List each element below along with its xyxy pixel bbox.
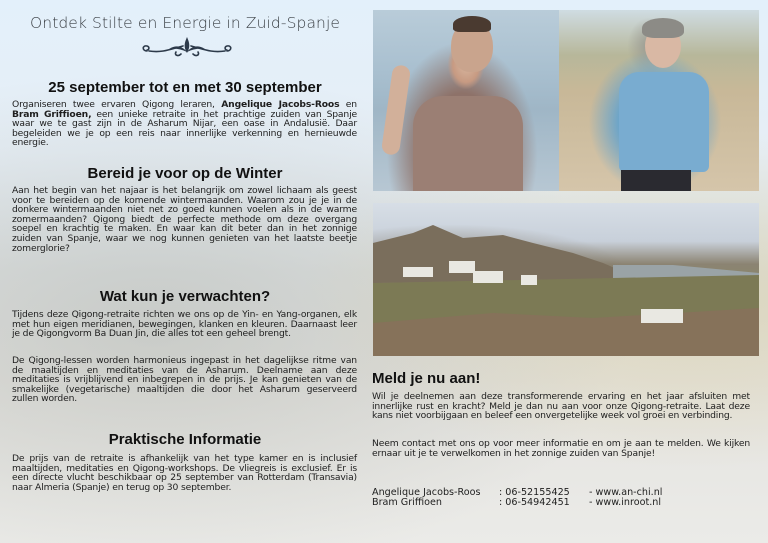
contact-phone: : 06-54942451 — [499, 497, 570, 508]
intro-paragraph — [12, 100, 357, 148]
section-paragraph: Neem contact met ons op voor meer informatie en om je aan te melden. We kijken ernaar uit je te verwelkomen in het zonnige zuiden van Spanje! — [372, 438, 750, 459]
dates-heading: 25 september tot en met 30 september — [48, 79, 322, 96]
contact-name: Angelique Jacobs-Roos — [372, 487, 481, 498]
house-shape — [403, 267, 433, 277]
contact-name: Bram Griffioen — [372, 497, 442, 508]
contact-website: - www.inroot.nl — [589, 497, 661, 508]
trousers-shape — [621, 170, 691, 191]
arm-shape — [381, 64, 411, 156]
contact-phone: : 06-52155425 — [499, 487, 570, 498]
house-shape — [473, 271, 503, 283]
section-paragraph: Tijdens deze Qigong-retraite richten we ons op de Yin- en Yang-organen, elk met hun eigen meridianen, bewegingen, klanken en kleuren. Daarnaast leer je de Qigongvorm Ba Duan Jin, die alles tot een geheel brengt. — [12, 309, 357, 340]
contact-row — [372, 498, 662, 508]
section-heading: Meld je nu aan! — [372, 370, 481, 387]
intro-text: Organiseren twee ervaren Qigong leraren, — [12, 99, 222, 110]
photo-man-qigong — [373, 10, 559, 191]
photo-landscape — [373, 203, 759, 356]
section-heading: Praktische Informatie — [108, 431, 262, 448]
blouse-shape — [619, 72, 709, 172]
intro-text: een unieke retraite in het prachtige zuiden van Spanje waar we te gast zijn in de Asharum Nijar, een oase in Andalusië. Daar begeleiden we je op een reis naar innerlijke verkenning en hernieuwde energie. — [12, 108, 357, 149]
section-paragraph: Wil je deelnemen aan deze transformerende ervaring en het jaar afsluiten met innerlijke rust en kracht? Meld je dan nu aan voor onze Qigong-retraite. Laat deze kans niet voorbijgaan en beleef een onvergetelijke week vol groei en verbinding. — [372, 391, 750, 422]
flyer-title: Ontdek Stilte en Energie in Zuid-Spanje — [29, 14, 341, 32]
hair-shape — [453, 16, 491, 32]
shirt-shape — [413, 96, 523, 191]
section-paragraph: De Qigong-lessen worden harmonieus ingepast in het dagelijkse ritme van de maaltijden en meditaties van de Asharum. Deelname aan deze meditaties is vrijblijvend en inbegrepen in de prijs. Je kan genieten van de smakelijke (vegetarische) maaltijden die door het Asharum geserveerd zullen worden. — [12, 355, 357, 405]
contact-list — [372, 488, 662, 508]
house-shape — [641, 309, 683, 323]
teacher-name: Bram Griffioen, — [12, 108, 92, 120]
hair-shape — [642, 18, 684, 38]
teacher-name: Angelique Jacobs-Roos — [221, 99, 340, 110]
photo-woman-qigong — [559, 10, 759, 191]
section-paragraph: De prijs van de retraite is afhankelijk van het type kamer en is inclusief maaltijden, meditaties en Qigong-workshops. De vliegreis is exclusief. Er is een directe vlucht beschikbaar op 25 september van Rotterdam (Transavia) naar Almeria (Spanje) en terug op 30 september. — [12, 453, 357, 493]
section-heading: Wat kun je verwachten? — [99, 288, 271, 305]
mountain-shape — [373, 203, 759, 356]
section-heading: Bereid je voor op de Winter — [87, 165, 283, 182]
left-column — [0, 0, 370, 543]
intro-text: en — [339, 99, 357, 110]
section-paragraph: Aan het begin van het najaar is het belangrijk om zowel lichaam als geest voor te bereiden op de komende wintermaanden. Waarom zou je je in de donkere wintermaanden niet net zo goed kunnen voelen als in de warme zomermaanden? Qigong biedt de perfecte methode om deze overgang soepel en krachtig te maken. En waar kan dit beter dan in het zonnige zuiden van Spanje, waar we nog kunnen genieten van het laatste beetje zomerglorie? — [12, 185, 357, 254]
decorative-flourish-icon — [139, 36, 235, 60]
contact-website: - www.an-chi.nl — [589, 487, 663, 498]
house-shape — [521, 275, 537, 285]
house-shape — [449, 261, 475, 273]
